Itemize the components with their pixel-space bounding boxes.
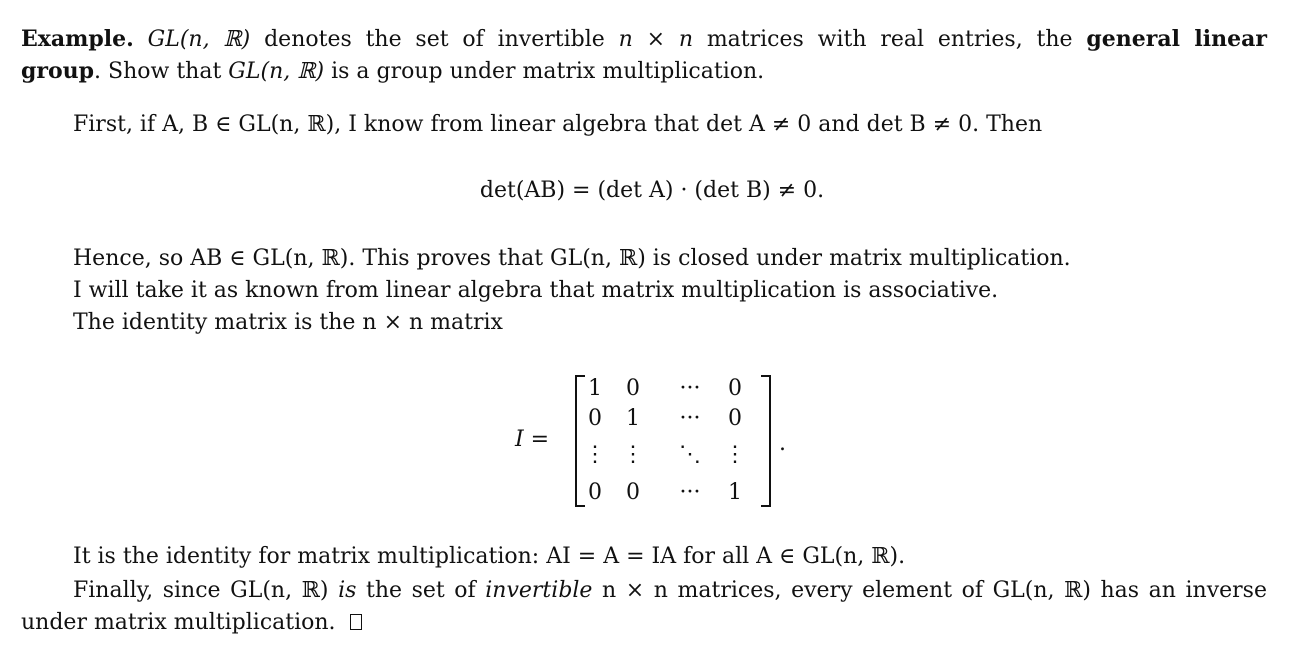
gl-symbol: GL(n, ℝ) xyxy=(147,27,251,52)
equation-det: det(AB) = (det A) · (det B) ≠ 0. xyxy=(479,178,825,203)
matrix-cell: 0 xyxy=(728,406,742,431)
matrix-cell: ··· xyxy=(679,376,701,401)
matrix-cell: 1 xyxy=(588,376,602,401)
matrix-cell: ··· xyxy=(679,406,701,431)
right-bracket xyxy=(761,375,771,507)
term-group: group xyxy=(21,58,95,84)
matrix-cell: 0 xyxy=(626,480,640,505)
matrix-cell: ⋮ xyxy=(622,442,644,467)
example-text: matrices with real entries, the xyxy=(693,27,1087,52)
proof-text: under matrix multiplication. xyxy=(21,610,336,635)
example-line-1 xyxy=(21,23,1267,56)
proof-paragraph-4: The identity matrix is the n × n matrix xyxy=(73,310,503,335)
n-by-n: n × n xyxy=(618,27,693,52)
example-text: denotes the set of invertible xyxy=(250,27,619,52)
proof-paragraph-3: I will take it as known from linear algebra that matrix multiplication is associative. xyxy=(73,278,999,303)
proof-paragraph-6 xyxy=(73,575,1267,607)
emphasis-invertible: invertible xyxy=(485,578,593,603)
qed-box-icon xyxy=(350,614,362,630)
example-text: is a group under matrix multiplication. xyxy=(324,59,765,84)
matrix-cell: ⋱ xyxy=(679,442,701,467)
matrix-period: . xyxy=(779,431,786,456)
proof-text: the set of xyxy=(356,578,486,603)
matrix-cell: 1 xyxy=(626,406,640,431)
matrix-cell: ⋮ xyxy=(584,442,606,467)
proof-text: Finally, since GL(n, ℝ) xyxy=(73,578,339,603)
matrix-cell: 1 xyxy=(728,480,742,505)
term-general-linear: general linear xyxy=(1086,26,1267,52)
proof-paragraph-1: First, if A, B ∈ GL(n, ℝ), I know from linear algebra that det A ≠ 0 and det B ≠ 0. Then xyxy=(73,112,1043,137)
gl-symbol: GL(n, ℝ) xyxy=(228,59,325,84)
matrix-cell: 0 xyxy=(588,406,602,431)
matrix-cell: ··· xyxy=(679,480,701,505)
matrix-lhs: I = xyxy=(515,427,550,452)
matrix-cell: 0 xyxy=(626,376,640,401)
proof-text: n × n matrices, every element of GL(n, ℝ) has an inverse xyxy=(592,578,1267,603)
example-label: Example. xyxy=(21,26,134,52)
emphasis-is: is xyxy=(338,578,357,603)
matrix-cell: 0 xyxy=(728,376,742,401)
example-text: . Show that xyxy=(94,59,229,84)
matrix-cell: 0 xyxy=(588,480,602,505)
matrix-cell: ⋮ xyxy=(724,442,746,467)
proof-paragraph-7 xyxy=(21,607,362,639)
proof-paragraph-5: It is the identity for matrix multiplication: AI = A = IA for all A ∈ GL(n, ℝ). xyxy=(73,544,906,569)
example-line-2 xyxy=(21,55,764,88)
proof-paragraph-2: Hence, so AB ∈ GL(n, ℝ). This proves that GL(n, ℝ) is closed under matrix multiplication. xyxy=(73,246,1071,271)
